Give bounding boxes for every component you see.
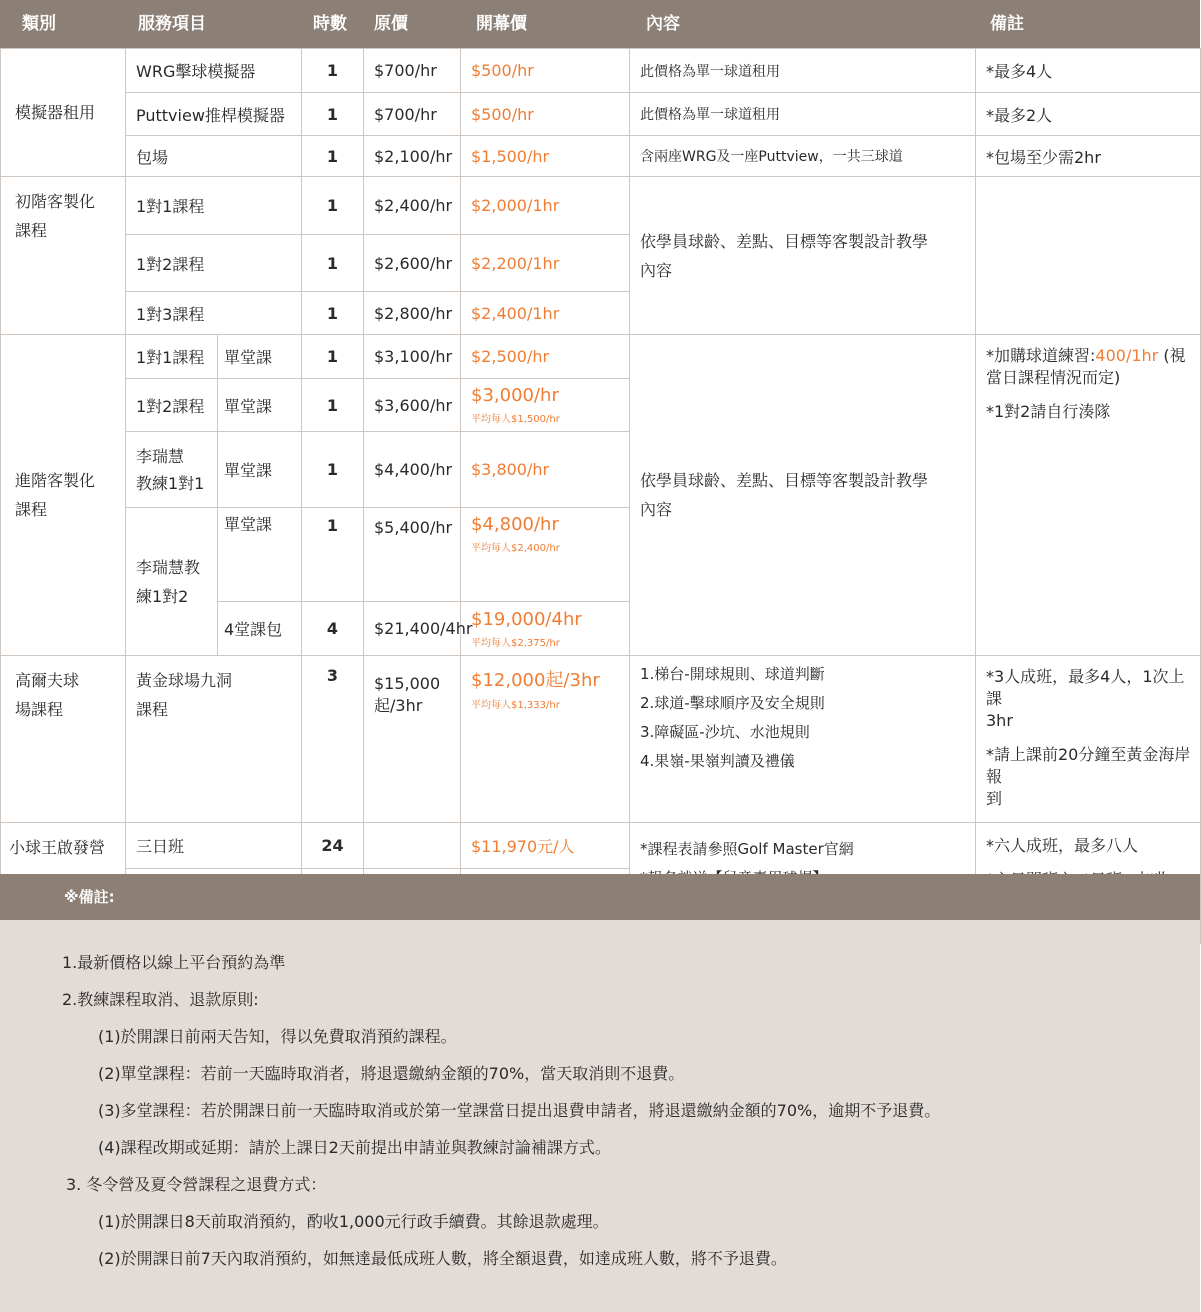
hours-cell: 1: [302, 235, 364, 292]
table-row: [1, 49, 1201, 93]
note-cell: [976, 335, 1201, 656]
remark-line: 2.教練課程取消、退款原則:: [62, 990, 259, 1009]
opening-price-cell: $2,000/1hr: [461, 177, 630, 235]
price-text: $4,800/hr: [471, 514, 559, 535]
remarks-title: ※備註:: [64, 888, 115, 906]
header-orig-price: 原價: [374, 14, 408, 34]
sub-service-cell: 單堂課: [218, 335, 302, 379]
orig-price-cell: [364, 823, 461, 869]
category-line: 高爾夫球: [15, 671, 80, 690]
service-cell: 1對3課程: [126, 292, 302, 335]
price-text: $19,000/4hr: [471, 608, 582, 630]
price-text: $3,000/hr: [471, 385, 559, 406]
service-cell: 三日班: [126, 823, 302, 869]
service-line: 課程: [136, 700, 169, 719]
category-line: 場課程: [15, 700, 64, 719]
note-cell: *最多4人: [976, 49, 1201, 93]
category-line: 進階客製化: [15, 471, 96, 490]
note-cell: [976, 656, 1201, 823]
remark-line: (1)於開課日8天前取消預約，酌收1,000元行政手續費。其餘退款處理。: [98, 1212, 609, 1231]
header-category: 類別: [22, 14, 56, 34]
orig-price-cell: $700/hr: [364, 49, 461, 93]
opening-price-cell: $1,500/hr: [461, 136, 630, 177]
remark-line: (3)多堂課程：若於開課日前一天臨時取消或於第一堂課當日提出退費申請者，將退還繳納金額的70%，逾期不予退費。: [98, 1101, 941, 1120]
note-line: *六人成班，最多八人: [986, 836, 1139, 855]
note-highlight: 400/1hr: [1095, 346, 1159, 365]
category-cell: [1, 177, 126, 335]
content-line: *課程表請參照Golf Master官網: [640, 840, 854, 858]
hours-cell: 1: [302, 136, 364, 177]
orig-price-cell: $700/hr: [364, 93, 461, 136]
orig-price-cell: $3,100/hr: [364, 335, 461, 379]
category-cell: 模擬器租用: [1, 49, 126, 177]
hours-cell: 3: [302, 656, 364, 823]
opening-price-cell: $2,200/1hr: [461, 235, 630, 292]
note-text: *加購球道練習:: [986, 346, 1096, 365]
opening-price-cell: $2,500/hr: [461, 335, 630, 379]
sub-service-cell: 單堂課: [218, 432, 302, 508]
service-cell: 1對2課程: [126, 235, 302, 292]
header-content: 內容: [646, 14, 680, 34]
note-text: *請上課前20分鐘至黃金海岸報: [986, 745, 1191, 786]
service-line: 黃金球場九洞: [136, 671, 233, 690]
orig-price-cell: $4,400/hr: [364, 432, 461, 508]
content-cell: 含兩座WRG及一座Puttview，一共三球道: [630, 136, 976, 177]
orig-price-cell: $21,400/4hr: [364, 602, 461, 656]
header-remark: 備註: [990, 14, 1024, 34]
orig-price-cell: $5,400/hr: [364, 508, 461, 602]
service-cell: 1對2課程: [126, 379, 218, 432]
service-cell: [126, 432, 218, 508]
content-line: 依學員球齡、差點、目標等客製設計教學: [640, 471, 929, 490]
remark-line: (2)於開課日前7天內取消預約，如無達最低成班人數，將全額退費，如達成班人數，將不予退費。: [98, 1249, 787, 1268]
header-opening-price: 開幕價: [476, 14, 527, 34]
hours-cell: 1: [302, 508, 364, 602]
orig-price-cell: $2,400/hr: [364, 177, 461, 235]
content-line: 依學員球齡、差點、目標等客製設計教學: [640, 231, 929, 251]
hours-cell: 1: [302, 177, 364, 235]
remark-line: (4)課程改期或延期：請於上課日2天前提出申請並與教練討論補課方式。: [98, 1138, 611, 1157]
note-line: *1對2請自行湊隊: [986, 402, 1111, 421]
note-line: [986, 666, 1200, 732]
remarks-header-bar: [0, 874, 1200, 920]
opening-price-cell: $2,400/1hr: [461, 292, 630, 335]
service-line: 練1對2: [136, 586, 189, 606]
note-line: [986, 345, 1200, 389]
price-text: $12,000起/3hr: [471, 670, 600, 691]
hours-cell: 1: [302, 93, 364, 136]
opening-price-cell: [461, 656, 630, 823]
category-cell: 小球王啟發營: [1, 823, 126, 944]
remarks-panel: [0, 920, 1200, 1312]
opening-price-cell: [461, 379, 630, 432]
opening-price-cell: $500/hr: [461, 49, 630, 93]
avg-price-text: 平均每人$1,333/hr: [471, 700, 560, 711]
note-text: *3人成班，最多4人，1次上課: [986, 667, 1185, 708]
content-cell: [630, 335, 976, 656]
service-cell: [126, 656, 302, 823]
orig-price-cell: $2,600/hr: [364, 235, 461, 292]
content-cell: [630, 177, 976, 335]
remark-line: 1.最新價格以線上平台預約為準: [62, 953, 286, 972]
note-text: (視當日課程情況而定): [986, 346, 1186, 387]
note-cell: *最多2人: [976, 93, 1201, 136]
service-cell: 1對1課程: [126, 335, 218, 379]
service-cell: Puttview推桿模擬器: [126, 93, 302, 136]
remark-line: (2)單堂課程：若前一天臨時取消者，將退還繳納金額的70%，當天取消則不退費。: [98, 1064, 685, 1083]
content-cell: 此價格為單一球道租用: [630, 93, 976, 136]
category-cell: [1, 335, 126, 656]
table-row: [1, 177, 1201, 235]
content-line: 4.果嶺-果嶺判讀及禮儀: [640, 752, 795, 770]
opening-price-cell: $3,800/hr: [461, 432, 630, 508]
service-line: 李瑞慧教: [136, 557, 201, 577]
content-line: 1.梯台-開球規則、球道判斷: [640, 665, 825, 683]
content-line: 內容: [640, 260, 673, 280]
note-cell: *包場至少需2hr: [976, 136, 1201, 177]
note-text: 到: [986, 789, 1003, 808]
note-cell: [976, 177, 1201, 335]
hours-cell: 24: [302, 823, 364, 869]
avg-price-text: 平均每人$2,375/hr: [471, 637, 560, 649]
hours-cell: 1: [302, 335, 364, 379]
note-text: 3hr: [986, 711, 1013, 730]
service-cell: [126, 508, 218, 656]
service-cell: WRG擊球模擬器: [126, 49, 302, 93]
orig-price-cell: $15,000起/3hr: [364, 656, 461, 823]
avg-price-text: 平均每人$2,400/hr: [471, 543, 560, 554]
category-line: 課程: [15, 221, 48, 240]
service-cell: 1對1課程: [126, 177, 302, 235]
remark-line: 3. 冬令營及夏令營課程之退費方式：: [66, 1175, 327, 1194]
sub-service-cell: 單堂課: [218, 508, 302, 602]
orig-price-cell: $3,600/hr: [364, 379, 461, 432]
service-cell: 包場: [126, 136, 302, 177]
note-line: [986, 744, 1200, 810]
service-line: 教練1對1: [136, 473, 205, 493]
content-line: 內容: [640, 500, 673, 519]
opening-price-cell: [461, 602, 630, 656]
sub-service-cell: 單堂課: [218, 379, 302, 432]
sub-service-cell: 4堂課包: [218, 602, 302, 656]
table-row: [1, 136, 1201, 177]
pricing-table: [0, 48, 1201, 944]
hours-cell: 4: [302, 602, 364, 656]
category-cell: [1, 656, 126, 823]
table-header: [0, 0, 1200, 48]
category-line: 初階客製化: [15, 192, 96, 211]
table-row: [1, 823, 1201, 869]
header-service: 服務項目: [138, 14, 206, 34]
category-line: 課程: [15, 500, 48, 519]
opening-price-cell: $11,970元/人: [461, 823, 630, 869]
hours-cell: 1: [302, 292, 364, 335]
hours-cell: 1: [302, 379, 364, 432]
remark-line: (1)於開課日前兩天告知，得以免費取消預約課程。: [98, 1027, 457, 1046]
opening-price-cell: $500/hr: [461, 93, 630, 136]
avg-price-text: 平均每人$1,500/hr: [471, 414, 560, 425]
service-line: 李瑞慧: [136, 446, 185, 466]
content-line: 2.球道-擊球順序及安全規則: [640, 694, 825, 712]
header-hours: 時數: [313, 14, 347, 34]
table-row: [1, 335, 1201, 379]
table-row: [1, 656, 1201, 823]
opening-price-cell: [461, 508, 630, 602]
orig-price-cell: $2,800/hr: [364, 292, 461, 335]
hours-cell: 1: [302, 432, 364, 508]
orig-price-cell: $2,100/hr: [364, 136, 461, 177]
hours-cell: 1: [302, 49, 364, 93]
table-row: [1, 93, 1201, 136]
content-line: 3.障礙區-沙坑、水池規則: [640, 723, 810, 741]
content-cell: 此價格為單一球道租用: [630, 49, 976, 93]
content-cell: [630, 656, 976, 823]
